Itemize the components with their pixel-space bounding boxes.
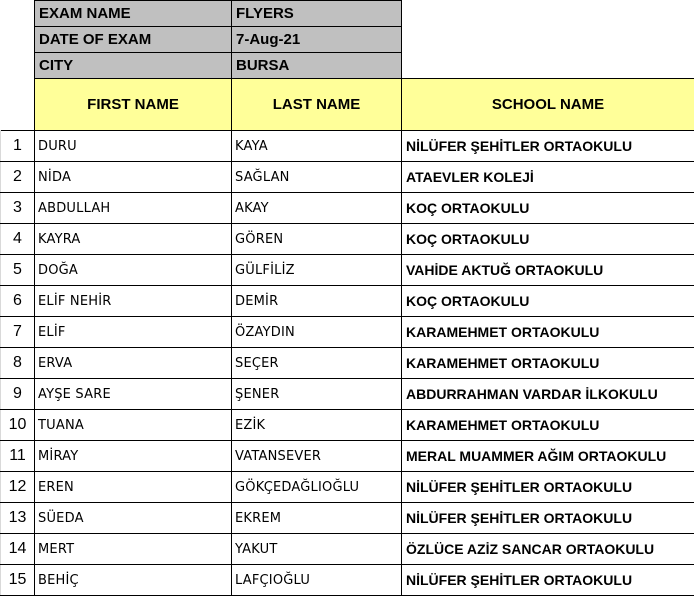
corner-cell xyxy=(1,1,35,27)
school-name-cell[interactable]: KOÇ ORTAOKULU xyxy=(402,193,694,224)
first-name-cell[interactable]: ELİF xyxy=(35,317,232,348)
row-number[interactable]: 8 xyxy=(1,348,35,379)
table-row xyxy=(1,472,694,503)
corner-cell xyxy=(1,79,35,131)
row-number[interactable]: 3 xyxy=(1,193,35,224)
table-row xyxy=(1,534,694,565)
corner-cell xyxy=(1,27,35,53)
row-number[interactable]: 11 xyxy=(1,441,35,472)
last-name-cell[interactable]: SAĞLAN xyxy=(232,162,402,193)
first-name-cell[interactable]: BEHİÇ xyxy=(35,565,232,596)
table-row xyxy=(1,317,694,348)
first-name-cell[interactable]: AYŞE SARE xyxy=(35,379,232,410)
first-name-cell[interactable]: MERT xyxy=(35,534,232,565)
first-name-cell[interactable]: ELİF NEHİR xyxy=(35,286,232,317)
last-name-cell[interactable]: DEMİR xyxy=(232,286,402,317)
first-name-cell[interactable]: NİDA xyxy=(35,162,232,193)
school-name-cell[interactable]: ATAEVLER KOLEJİ xyxy=(402,162,694,193)
row-number[interactable]: 12 xyxy=(1,472,35,503)
table-row xyxy=(1,162,694,193)
row-number[interactable]: 7 xyxy=(1,317,35,348)
last-name-cell[interactable]: LAFÇIOĞLU xyxy=(232,565,402,596)
last-name-cell[interactable]: ÖZAYDIN xyxy=(232,317,402,348)
row-number[interactable]: 6 xyxy=(1,286,35,317)
school-name-cell[interactable]: NİLÜFER ŞEHİTLER ORTAOKULU xyxy=(402,503,694,534)
exam-date-value[interactable]: 7-Aug-21 xyxy=(232,27,402,53)
city-value[interactable]: BURSA xyxy=(232,53,402,79)
last-name-cell[interactable]: AKAY xyxy=(232,193,402,224)
empty-cell[interactable] xyxy=(402,27,694,53)
last-name-cell[interactable]: EKREM xyxy=(232,503,402,534)
exam-name-value[interactable]: FLYERS xyxy=(232,1,402,27)
table-row xyxy=(1,410,694,441)
school-name-cell[interactable]: KARAMEHMET ORTAOKULU xyxy=(402,317,694,348)
school-name-cell[interactable]: VAHİDE AKTUĞ ORTAOKULU xyxy=(402,255,694,286)
table-row xyxy=(1,379,694,410)
school-name-cell[interactable]: ÖZLÜCE AZİZ SANCAR ORTAOKULU xyxy=(402,534,694,565)
school-name-cell[interactable]: MERAL MUAMMER AĞIM ORTAOKULU xyxy=(402,441,694,472)
row-number[interactable]: 2 xyxy=(1,162,35,193)
table-row xyxy=(1,255,694,286)
table-row xyxy=(1,441,694,472)
last-name-header[interactable]: LAST NAME xyxy=(232,79,402,131)
last-name-cell[interactable]: ŞENER xyxy=(232,379,402,410)
empty-cell[interactable] xyxy=(402,1,694,27)
school-name-cell[interactable]: KOÇ ORTAOKULU xyxy=(402,224,694,255)
row-number[interactable]: 10 xyxy=(1,410,35,441)
table-row xyxy=(1,286,694,317)
last-name-cell[interactable]: GÜLFİLİZ xyxy=(232,255,402,286)
last-name-cell[interactable]: VATANSEVER xyxy=(232,441,402,472)
corner-cell xyxy=(1,53,35,79)
school-name-header[interactable]: SCHOOL NAME xyxy=(402,79,694,131)
first-name-cell[interactable]: SÜEDA xyxy=(35,503,232,534)
school-name-cell[interactable]: NİLÜFER ŞEHİTLER ORTAOKULU xyxy=(402,472,694,503)
row-number[interactable]: 1 xyxy=(1,131,35,162)
row-number[interactable]: 14 xyxy=(1,534,35,565)
last-name-cell[interactable]: GÖREN xyxy=(232,224,402,255)
last-name-cell[interactable]: YAKUT xyxy=(232,534,402,565)
school-name-cell[interactable]: KOÇ ORTAOKULU xyxy=(402,286,694,317)
first-name-cell[interactable]: ABDULLAH xyxy=(35,193,232,224)
school-name-cell[interactable]: NİLÜFER ŞEHİTLER ORTAOKULU xyxy=(402,131,694,162)
last-name-cell[interactable]: EZİK xyxy=(232,410,402,441)
table-row xyxy=(1,131,694,162)
row-number[interactable]: 13 xyxy=(1,503,35,534)
first-name-cell[interactable]: DURU xyxy=(35,131,232,162)
school-name-cell[interactable]: KARAMEHMET ORTAOKULU xyxy=(402,348,694,379)
first-name-cell[interactable]: TUANA xyxy=(35,410,232,441)
table-row xyxy=(1,565,694,596)
last-name-cell[interactable]: KAYA xyxy=(232,131,402,162)
table-row xyxy=(1,193,694,224)
first-name-cell[interactable]: KAYRA xyxy=(35,224,232,255)
row-number[interactable]: 5 xyxy=(1,255,35,286)
first-name-cell[interactable]: EREN xyxy=(35,472,232,503)
table-row xyxy=(1,348,694,379)
row-number[interactable]: 9 xyxy=(1,379,35,410)
row-number[interactable]: 4 xyxy=(1,224,35,255)
table-row xyxy=(1,503,694,534)
exam-date-label[interactable]: DATE OF EXAM xyxy=(35,27,232,53)
row-number[interactable]: 15 xyxy=(1,565,35,596)
school-name-cell[interactable]: KARAMEHMET ORTAOKULU xyxy=(402,410,694,441)
empty-cell[interactable] xyxy=(402,53,694,79)
first-name-cell[interactable]: MİRAY xyxy=(35,441,232,472)
last-name-cell[interactable]: SEÇER xyxy=(232,348,402,379)
school-name-cell[interactable]: ABDURRAHMAN VARDAR İLKOKULU xyxy=(402,379,694,410)
first-name-cell[interactable]: DOĞA xyxy=(35,255,232,286)
last-name-cell[interactable]: GÖKÇEDAĞLIOĞLU xyxy=(232,472,402,503)
table-row xyxy=(1,224,694,255)
exam-name-label[interactable]: EXAM NAME xyxy=(35,1,232,27)
school-name-cell[interactable]: NİLÜFER ŞEHİTLER ORTAOKULU xyxy=(402,565,694,596)
city-label[interactable]: CITY xyxy=(35,53,232,79)
first-name-header[interactable]: FIRST NAME xyxy=(35,79,232,131)
first-name-cell[interactable]: ERVA xyxy=(35,348,232,379)
